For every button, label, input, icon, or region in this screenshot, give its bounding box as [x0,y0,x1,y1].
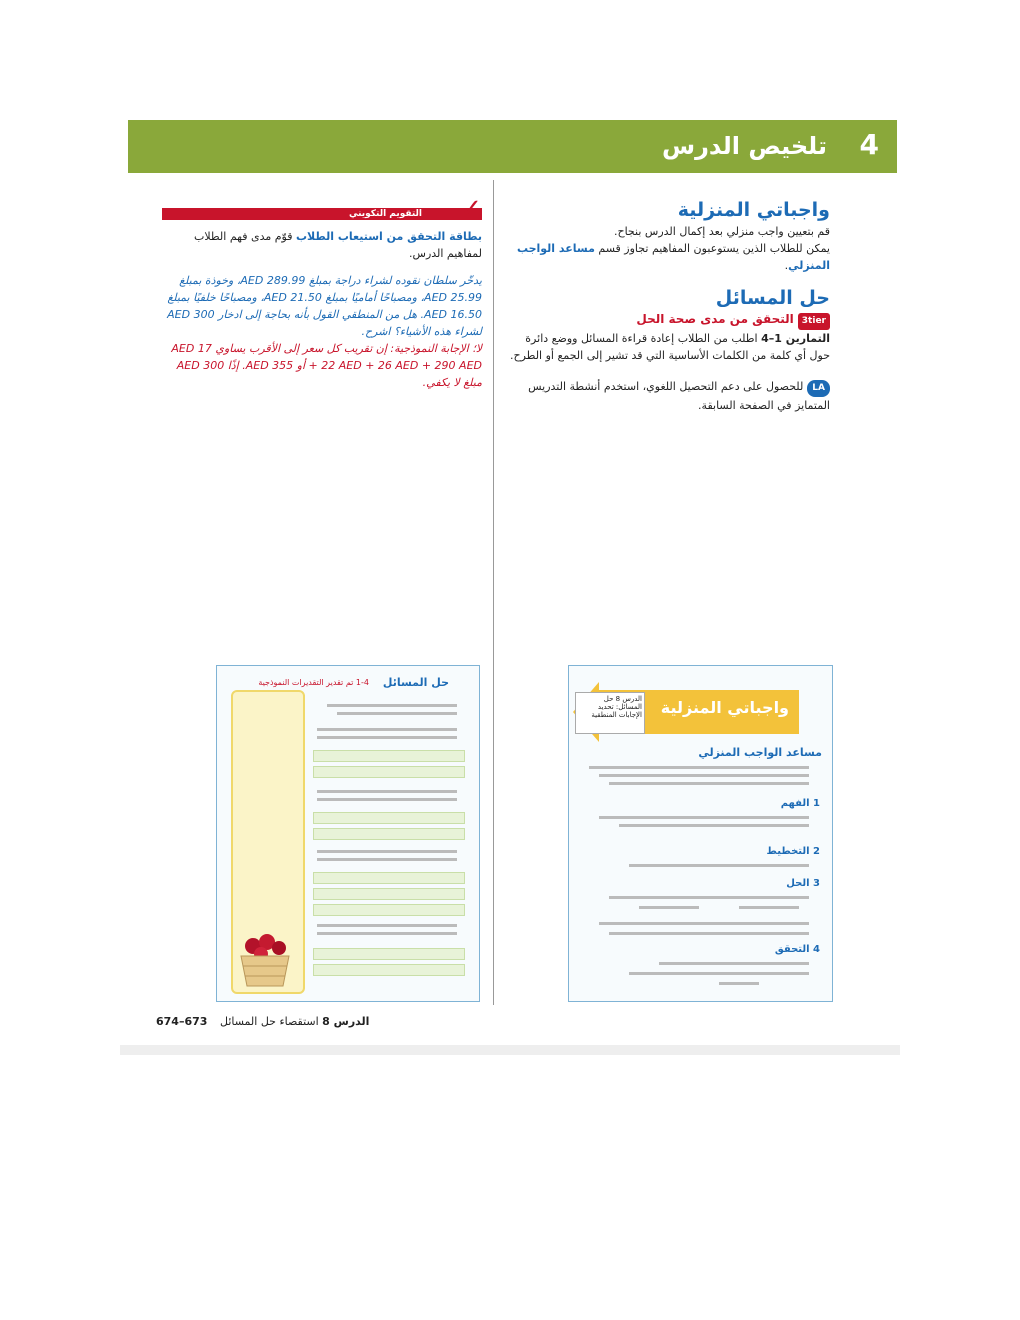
text-line [599,774,809,777]
cherry-basket-illustration [235,928,295,988]
footer-lesson: الدرس 8 [322,1015,370,1028]
text-line [317,858,457,861]
checkmark-icon: ✓ [460,194,482,224]
exercises-paragraph [510,330,830,364]
text-line [609,896,809,899]
column-divider [493,180,494,1005]
formative-assessment-bar [162,194,482,224]
text-line [327,704,457,707]
left-column [162,194,482,391]
footer-pages: 673–674 [156,1015,208,1028]
answer-row [313,964,465,976]
text-line [317,850,457,853]
exit-card-answer: لا؛ الإجابة النموذجية: إن تقريب كل سعر إلى الأقرب يساوي 17 AED + 22 AED + 26 AED + 290 AED أو 355 AED. إذًا 300 AED مبلغ لا يكفي. [171,342,482,389]
homework-line2 [510,240,830,274]
thumb-right-box: الدرس 8 حل المسائل: تحديد الإجابات المنطقية [575,692,645,734]
la-paragraph [510,378,830,414]
answer-row [313,904,465,916]
tier-tag: 3tier [798,313,830,330]
text-line [639,906,699,909]
exercises-text: اطلب من الطلاب إعادة قراءة المسائل ووضع دائرة حول أي كلمة من الكلمات الأساسية التي قد تشير إلى الجمع أو الطرح. [510,332,830,362]
homework-page-thumbnail [568,665,833,1002]
bottom-strip [120,1045,900,1055]
exit-card-paragraph [162,228,482,262]
lesson-summary-banner [128,120,897,173]
answer-row [313,766,465,778]
text-line [609,782,809,785]
thumb-left-title: حل المسائل [382,676,449,689]
la-badge: LA [807,380,830,397]
text-line [317,798,457,801]
text-line [619,824,809,827]
homework-line2-prefix: يمكن للطلاب الذين يستوعبون المفاهيم تجاوز قسم [594,242,830,255]
problem-solving-heading: حل المسائل [715,287,830,309]
text-line [337,712,457,715]
text-line [317,932,457,935]
banner-number: 4 [859,128,879,161]
step-solve: 3 الحل [786,878,820,889]
answer-row [313,888,465,900]
problem-solving-page-thumbnail [216,665,480,1002]
text-line [317,790,457,793]
step-plan: 2 التخطيط [766,846,820,857]
text-line [599,816,809,819]
step-check: 4 التحقق [774,944,820,955]
text-line [317,728,457,731]
exercises-label: التمارين 1–4 [761,332,830,345]
answer-row [313,812,465,824]
answer-row [313,948,465,960]
footer-lesson-title: استقصاء حل المسائل [220,1015,319,1028]
thumb-right-heading: مساعد الواجب المنزلي [698,746,822,759]
homework-heading: واجباتي المنزلية [677,199,830,221]
text-line [719,982,759,985]
la-text: للحصول على دعم التحصيل اللغوي، استخدم أنشطة التدريس المتمايز في الصفحة السابقة. [528,380,830,412]
exit-card-text: قوّم مدى فهم الطلاب لمفاهيم الدرس. [193,230,482,260]
text-line [629,972,809,975]
text-line [659,962,809,965]
page [120,120,900,1055]
text-line [609,932,809,935]
text-line [317,924,457,927]
text-line [317,736,457,739]
right-column [510,199,830,414]
step-understand: 1 الفهم [780,798,820,809]
homework-line1: قم بتعيين واجب منزلي بعد إكمال الدرس بنجاح. [613,225,830,238]
exit-card-title: بطاقة التحقق من استيعاب الطلاب [295,230,482,243]
lesson-footer [220,1015,369,1028]
thumb-right-banner: واجباتي المنزلية [660,698,789,717]
homework-line2-suffix: . [784,259,789,272]
problem-solving-sub [510,311,830,330]
homework-helper-link[interactable]: مساعد الواجب المنزلي [516,242,830,272]
answer-row [313,828,465,840]
check-solution-subheading: التحقق من مدى صحة الحل [636,312,794,326]
text-line [739,906,799,909]
banner-title: تلخيص الدرس [661,132,827,160]
thumb-left-subtitle: 1-4 تم تقدير التقديرات النموذجية [258,678,369,687]
answer-row [313,750,465,762]
text-line [589,766,809,769]
exit-card-question: يدخّر سلطان نقوده لشراء دراجة بمبلغ 289.99 AED، وخوذة بمبلغ 25.99 AED، ومصباحًا أماميًا بمبلغ 21.50 AED، ومصباحًا خلفيًا بمبلغ 16.50 AED. هل من المنطقي القول بأنه بحاجة إلى ادخار 300 AED لشراء هذه الأشياء؟ اشرح. [167,274,482,338]
answer-row [313,872,465,884]
text-line [629,864,809,867]
text-line [599,922,809,925]
formative-label: التقويم التكويني [348,209,422,219]
